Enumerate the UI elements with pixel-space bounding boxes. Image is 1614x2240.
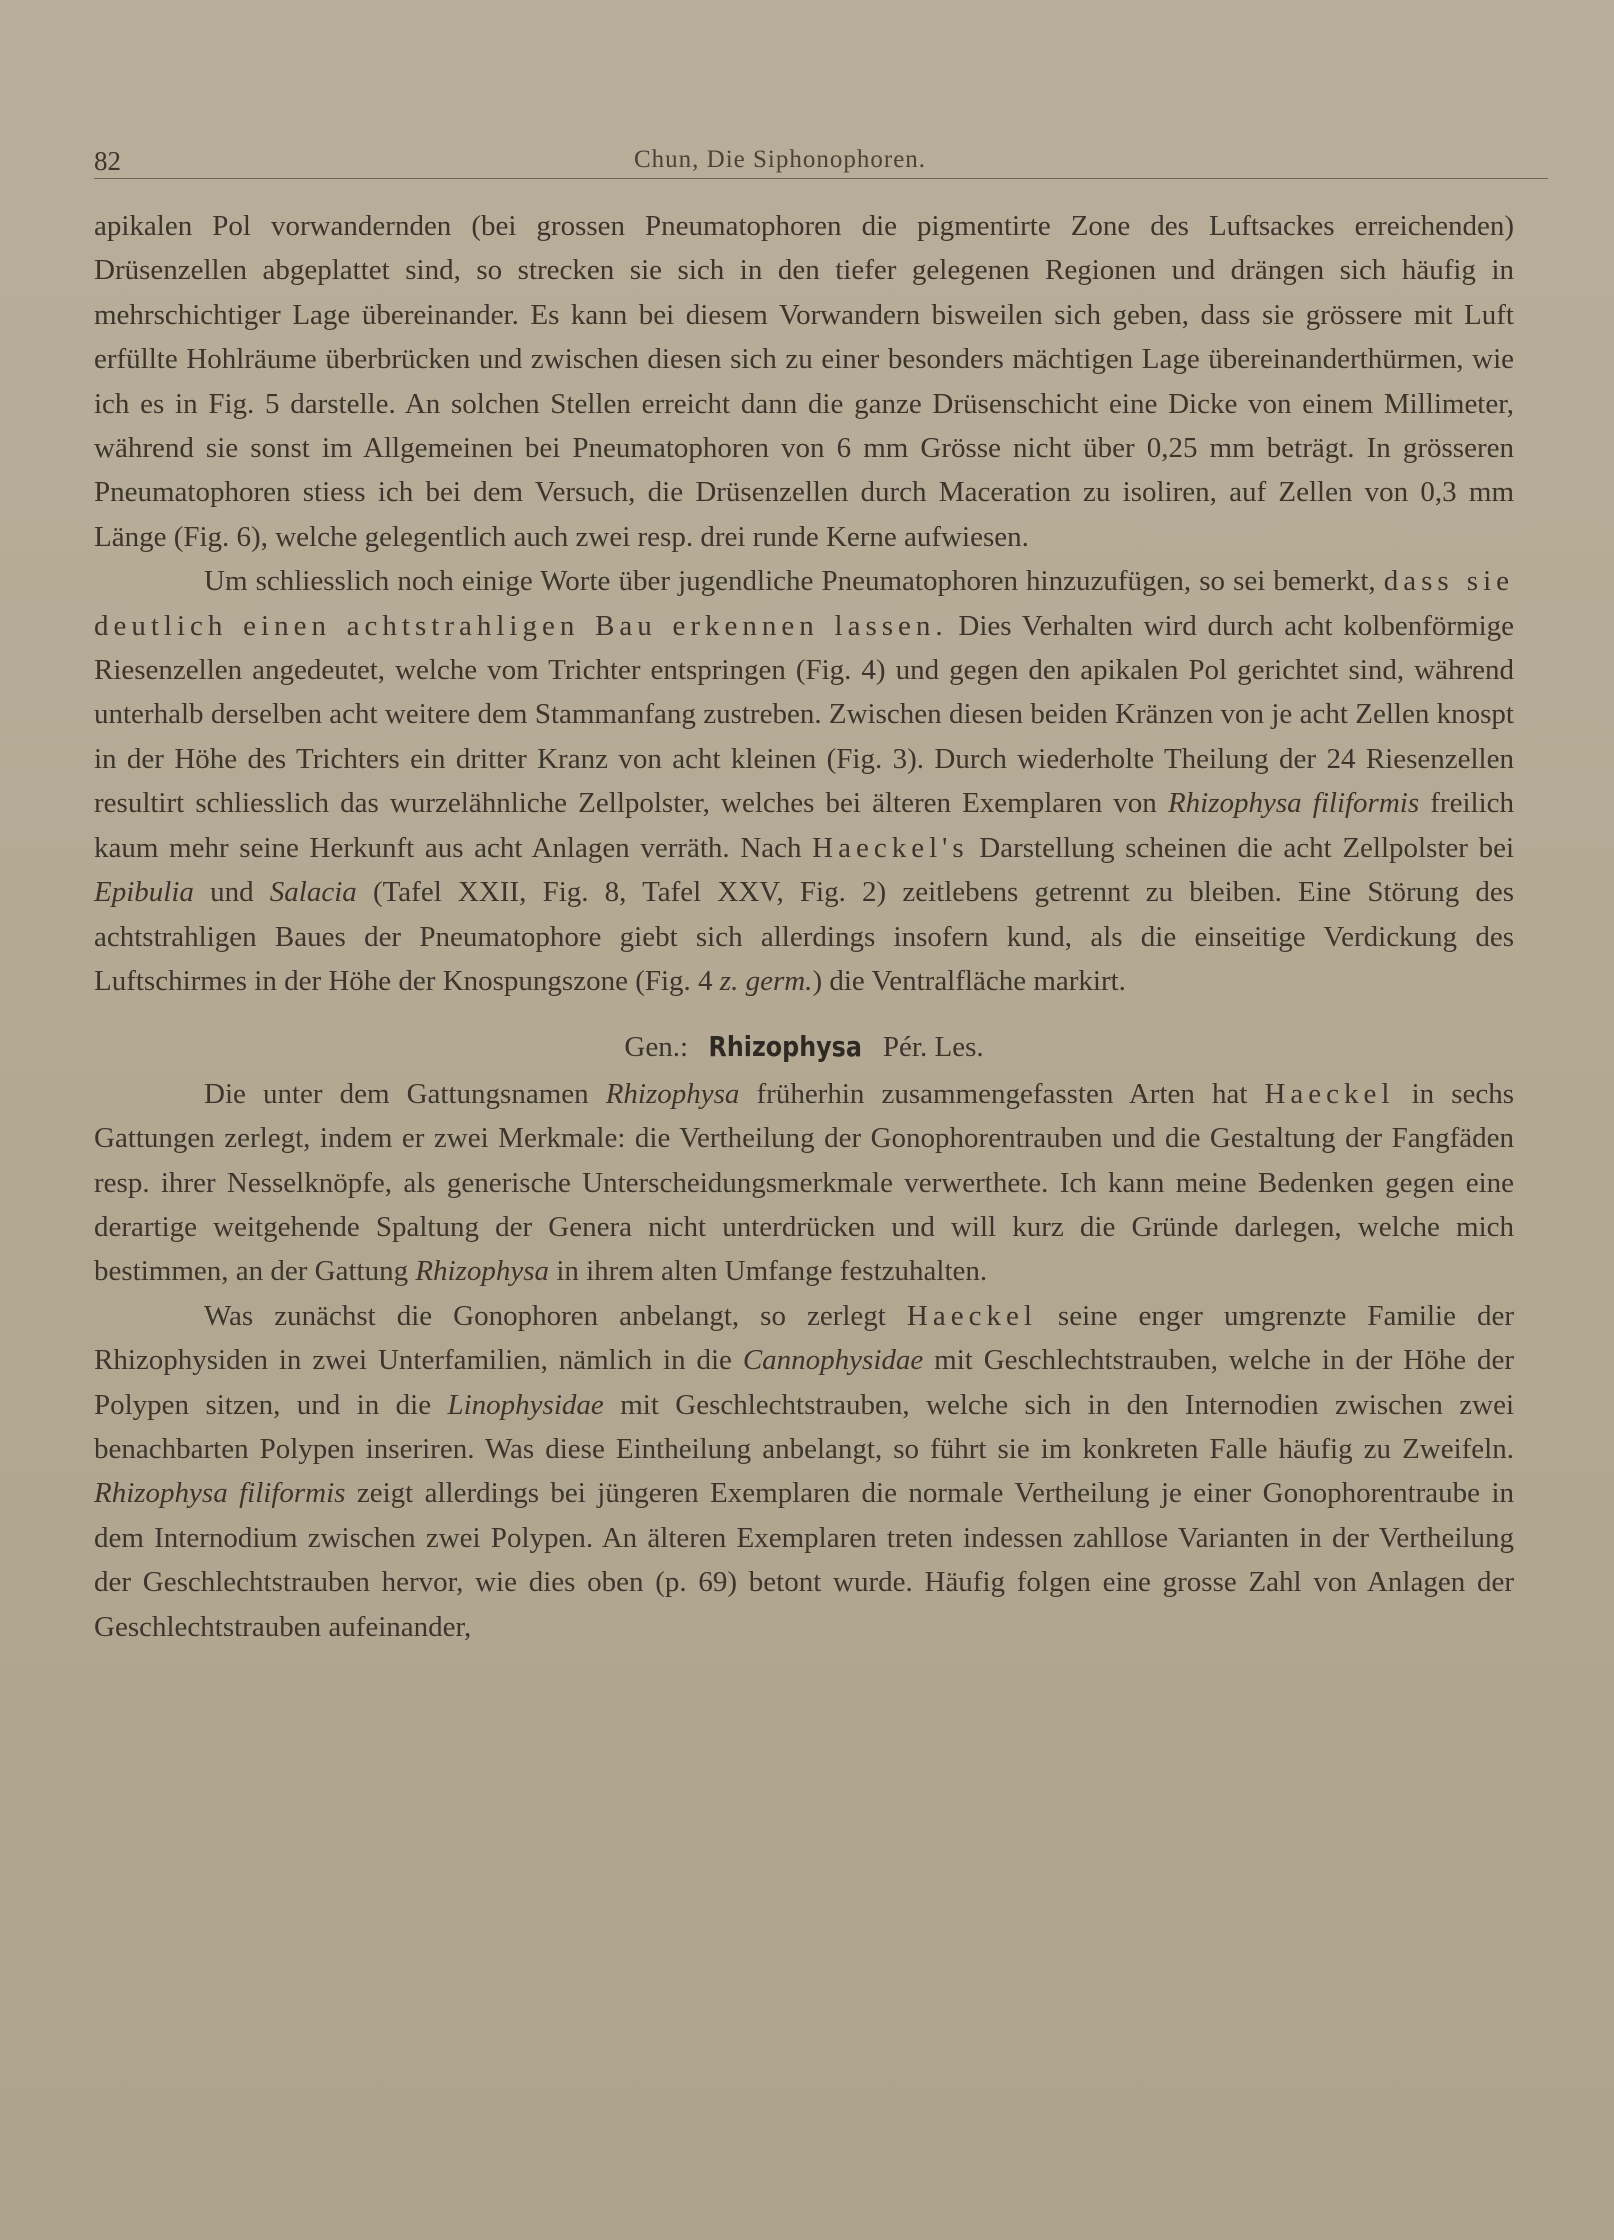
author-name: Haeckel: [1264, 1077, 1395, 1110]
taxon-name: Rhizophysa: [605, 1077, 740, 1110]
section-prefix: Gen.:: [624, 1031, 688, 1064]
header-rule: [94, 178, 1548, 179]
taxon-name: Rhizophysa filiformis: [1167, 787, 1420, 820]
running-head: Chun, Die Siphonophoren.: [634, 146, 927, 173]
genus-title: Rhizophysa: [708, 1030, 863, 1064]
figure-label: z. germ.: [719, 964, 813, 997]
text-run: in sechs Gattungen zerlegt, indem er zwei Merkmale: die Vertheilung der Gonophorentrauben und die Gestaltung der Fangfäden resp. ihrer Nesselknöpfe, als generische Unterscheidungsmerkmale verwerthete. Ich kann meine Bedenken gegen eine derartige weitgehende Spaltung der Genera nicht unterdrücken und will kurz die Gründe darlegen, welche mich bestimmen, an der Gattung: [94, 1077, 1515, 1288]
page-header: [94, 142, 1548, 182]
author-name: Haeckel's: [812, 831, 969, 864]
text-run: Um schliesslich noch einige Worte über jugendliche Pneumatophoren hinzuzufügen, so sei bemerkt,: [204, 565, 1376, 598]
page-number: 82: [94, 146, 121, 176]
taxon-name: Rhizophysa filiformis: [94, 1477, 346, 1510]
text-run: früherhin zusammengefassten Arten hat: [756, 1077, 1248, 1110]
taxon-name: Linophysidae: [447, 1388, 604, 1421]
text-run: Darstellung scheinen die acht Zellpolster bei: [979, 831, 1515, 864]
text-run: seine enger umgrenzte Familie der Rhizophysiden in zwei Unterfamilien, nämlich in die: [94, 1299, 1515, 1377]
text-run: und: [210, 876, 254, 909]
taxon-name: Cannophysidae: [742, 1344, 924, 1377]
taxon-name: Rhizophysa: [415, 1255, 550, 1288]
section-suffix: Pér. Les.: [882, 1031, 984, 1064]
paragraph-3: [94, 1072, 1514, 1294]
text-run: in ihrem alten Umfange festzuhalten.: [556, 1255, 988, 1288]
text-run: mit Geschlechtstrauben, welche in der Höhe der Polypen sitzen, und in die: [94, 1344, 1514, 1421]
text-run: Die unter dem Gattungsnamen: [204, 1077, 589, 1110]
text-run: ) die Ventralfläche markirt.: [812, 964, 1126, 997]
paragraph-1: apikalen Pol vorwandernden (bei grossen Pneumatophoren die pigmentirte Zone des Luftsackes erreichenden) Drüsenzellen abgeplattet sind, so strecken sie sich in den tiefer gelegenen Regionen und drängen sich häufig in mehrschichtiger Lage übereinander. Es kann bei diesem Vorwandern bisweilen sich geben, dass sie grössere mit Luft erfüllte Hohlräume überbrücken und zwischen diesen sich zu einer besonders mächtigen Lage übereinanderthürmen, wie ich es in Fig. 5 darstelle. An solchen Stellen erreicht dann die ganze Drüsenschicht eine Dicke von einem Millimeter, während sie sonst im Allgemeinen bei Pneumatophoren von 6 mm Grösse nicht über 0,25 mm beträgt. In grösseren Pneumatophoren stiess ich bei dem Versuch, die Drüsenzellen durch Maceration zu isoliren, auf Zellen von 0,3 mm Länge (Fig. 6), welche gelegentlich auch zwei resp. drei runde Kerne aufwiesen.: [94, 210, 1514, 553]
paragraph-2: [94, 559, 1514, 1003]
text-run: freilich kaum mehr seine Herkunft aus acht Anlagen verräth. Nach: [94, 787, 1514, 864]
spaced-emphasis: dass sie deutlich einen achtstrahligen Bau erkennen lassen.: [94, 565, 1514, 642]
text-run: (Tafel XXII, Fig. 8, Tafel XXV, Fig. 2) zeitlebens getrennt zu bleiben. Eine Störung des achtstrahligen Baues der Pneumatophore giebt sich allerdings insofern kund, als die einseitige Verdickung des Luftschirmes in der Höhe der Knospungszone (Fig. 4: [94, 876, 1515, 997]
section-heading: [94, 1025, 1514, 1069]
text-run: mit Geschlechtstrauben, welche sich in den Internodien zwischen zwei benachbarten Polypen inseriren. Was diese Eintheilung anbelangt, so führt sie im konkreten Falle häufig zu Zweifeln.: [94, 1388, 1515, 1465]
text-run: Dies Verhalten wird durch acht kolbenförmige Riesenzellen angedeutet, welche vom Trichter entspringen (Fig. 4) und gegen den apikalen Pol gerichtet sind, während unterhalb derselben acht weitere dem Stammanfang zustreben. Zwischen diesen beiden Kränzen von je acht Zellen knospt in der Höhe des Trichters ein dritter Kranz von acht kleinen (Fig. 3). Durch wiederholte Theilung der 24 Riesenzellen resultirt schliesslich das wurzelähnliche Zellpolster, welches bei älteren Exemplaren von: [94, 609, 1514, 820]
text-run: zeigt allerdings bei jüngeren Exemplaren die normale Vertheilung je einer Gonophorentraube in dem Internodium zwischen zwei Polypen. An älteren Exemplaren treten indessen zahllose Varianten in der Vertheilung der Geschlechtstrauben hervor, wie dies oben (p. 69) betont wurde. Häufig folgen eine grosse Zahl von Anlagen der Geschlechtstrauben aufeinander,: [94, 1477, 1515, 1643]
author-name: Haeckel: [906, 1299, 1037, 1332]
taxon-name: Salacia: [269, 876, 357, 909]
taxon-name: Epibulia: [94, 876, 194, 909]
body-text: [94, 204, 1514, 1649]
paragraph-4: [94, 1294, 1514, 1649]
text-run: Was zunächst die Gonophoren anbelangt, so zerlegt: [204, 1299, 886, 1332]
